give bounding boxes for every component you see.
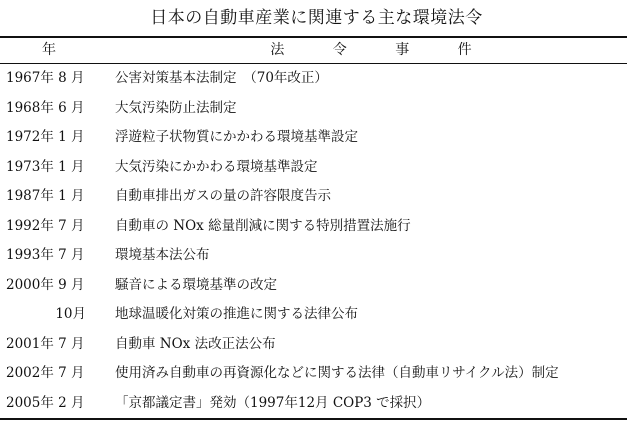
row-event: 「京都議定書」発効（1997年12月 COP3 で採択）: [115, 394, 431, 411]
row-event: 使用済み自動車の再資源化などに関する法律（自動車リサイクル法）制定: [115, 365, 559, 381]
row-event: 自動車 NOx 法改正法公布: [115, 335, 276, 352]
row-event: 自動車排出ガスの量の許容限度告示: [115, 188, 331, 204]
table-body: [0, 64, 627, 418]
row-year: 1992年 7 月: [6, 217, 85, 234]
row-year: 2000年 9 月: [6, 276, 85, 293]
table-row: [0, 271, 627, 301]
table-row: [0, 94, 627, 124]
table-header: [0, 38, 627, 64]
row-year: 1973年 1 月: [6, 158, 85, 175]
row-event: 自動車の NOx 総量削減に関する特別措置法施行: [115, 217, 411, 234]
table-row: [0, 241, 627, 271]
row-year: 10月: [55, 306, 86, 322]
row-year: 1968年 6 月: [6, 99, 85, 116]
table-row: [0, 212, 627, 242]
row-event: 大気汚染防止法制定: [115, 99, 237, 116]
row-year: 2001年 7 月: [6, 335, 85, 352]
row-year: 2002年 7 月: [6, 365, 85, 381]
row-year: 1967年 8 月: [6, 70, 85, 86]
row-event: 地球温暖化対策の推進に関する法律公布: [115, 306, 358, 322]
table-row: [0, 182, 627, 212]
row-event: 騒音による環境基準の改定: [115, 276, 277, 293]
table-row: [0, 359, 627, 389]
table-row: [0, 330, 627, 360]
table-row: [0, 153, 627, 183]
row-event: 公害対策基本法制定 （70年改正）: [115, 70, 328, 86]
row-event: 環境基本法公布: [115, 247, 210, 263]
row-year: 1987年 1 月: [6, 188, 85, 204]
document-title: 日本の自動車産業に関連する主な環境法令: [150, 8, 483, 28]
header-year: 年: [42, 42, 56, 58]
row-event: 浮遊粒子状物質にかかわる環境基準設定: [115, 129, 358, 145]
table-row: [0, 123, 627, 153]
row-year: 1972年 1 月: [6, 129, 85, 145]
row-year: 2005年 2 月: [6, 394, 85, 411]
header-event: 法 令 事 件: [270, 42, 472, 58]
environmental-law-table: [0, 36, 627, 420]
row-year: 1993年 7 月: [6, 247, 85, 263]
table-row: [0, 300, 627, 330]
row-event: 大気汚染にかかわる環境基準設定: [115, 158, 318, 175]
table-row: [0, 389, 627, 419]
table-row: [0, 64, 627, 94]
